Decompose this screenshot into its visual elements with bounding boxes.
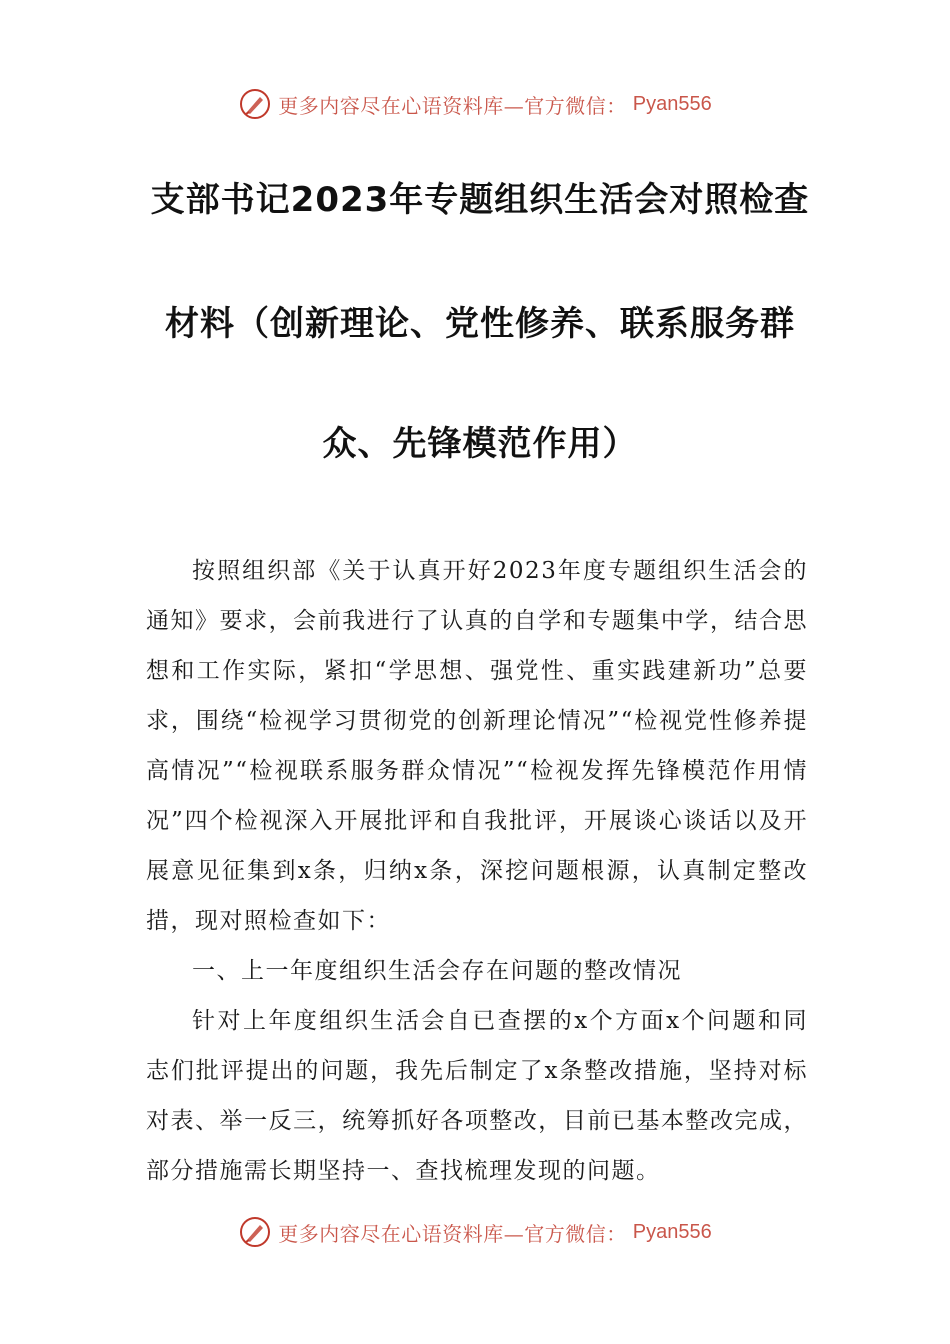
section-heading-1: 一、上一年度组织生活会存在问题的整改情况 xyxy=(192,958,682,984)
document-title-line-1: 支部书记2023年专题组织生活会对照检查 xyxy=(150,180,810,220)
watermark-footer xyxy=(0,1212,950,1252)
watermark-header xyxy=(0,84,950,124)
document-body xyxy=(146,546,808,1196)
document-title-line-2: 材料（创新理论、党性修养、联系服务群 xyxy=(165,304,795,344)
watermark-wechat-id: Pyan556 xyxy=(632,92,712,115)
pen-logo-icon xyxy=(238,87,272,121)
document-title-line-3: 众、先锋模范作用） xyxy=(322,424,638,464)
watermark-wechat-id: Pyan556 xyxy=(632,1220,712,1243)
paragraph-intro: 按照组织部《关于认真开好2023年度专题组织生活会的通知》要求，会前我进行了认真的自学和专题集中学，结合思想和工作实际，紧扣“学思想、强党性、重实践建新功”总要求，围绕“检视学习贯彻党的创新理论情况”“检视党性修养提高情况”“检视联系服务群众情况”“检视发挥先锋模范作用情况”四个检视深入开展批评和自我批评，开展谈心谈话以及开展意见征集到x条，归纳x条，深挖问题根源，认真制定整改措，现对照检查如下： xyxy=(146,558,808,934)
pen-logo-icon xyxy=(238,1215,272,1249)
paragraph-rectification: 针对上年度组织生活会自已查摆的x个方面x个问题和同志们批评提出的问题，我先后制定了x条整改措施，坚持对标对表、举一反三，统筹抓好各项整改，目前已基本整改完成，部分措施需长期坚持一、查找梳理发现的问题。 xyxy=(146,1008,808,1184)
watermark-text: 更多内容尽在心语资料库—官方微信： xyxy=(278,93,627,118)
watermark-text: 更多内容尽在心语资料库—官方微信： xyxy=(278,1221,627,1246)
